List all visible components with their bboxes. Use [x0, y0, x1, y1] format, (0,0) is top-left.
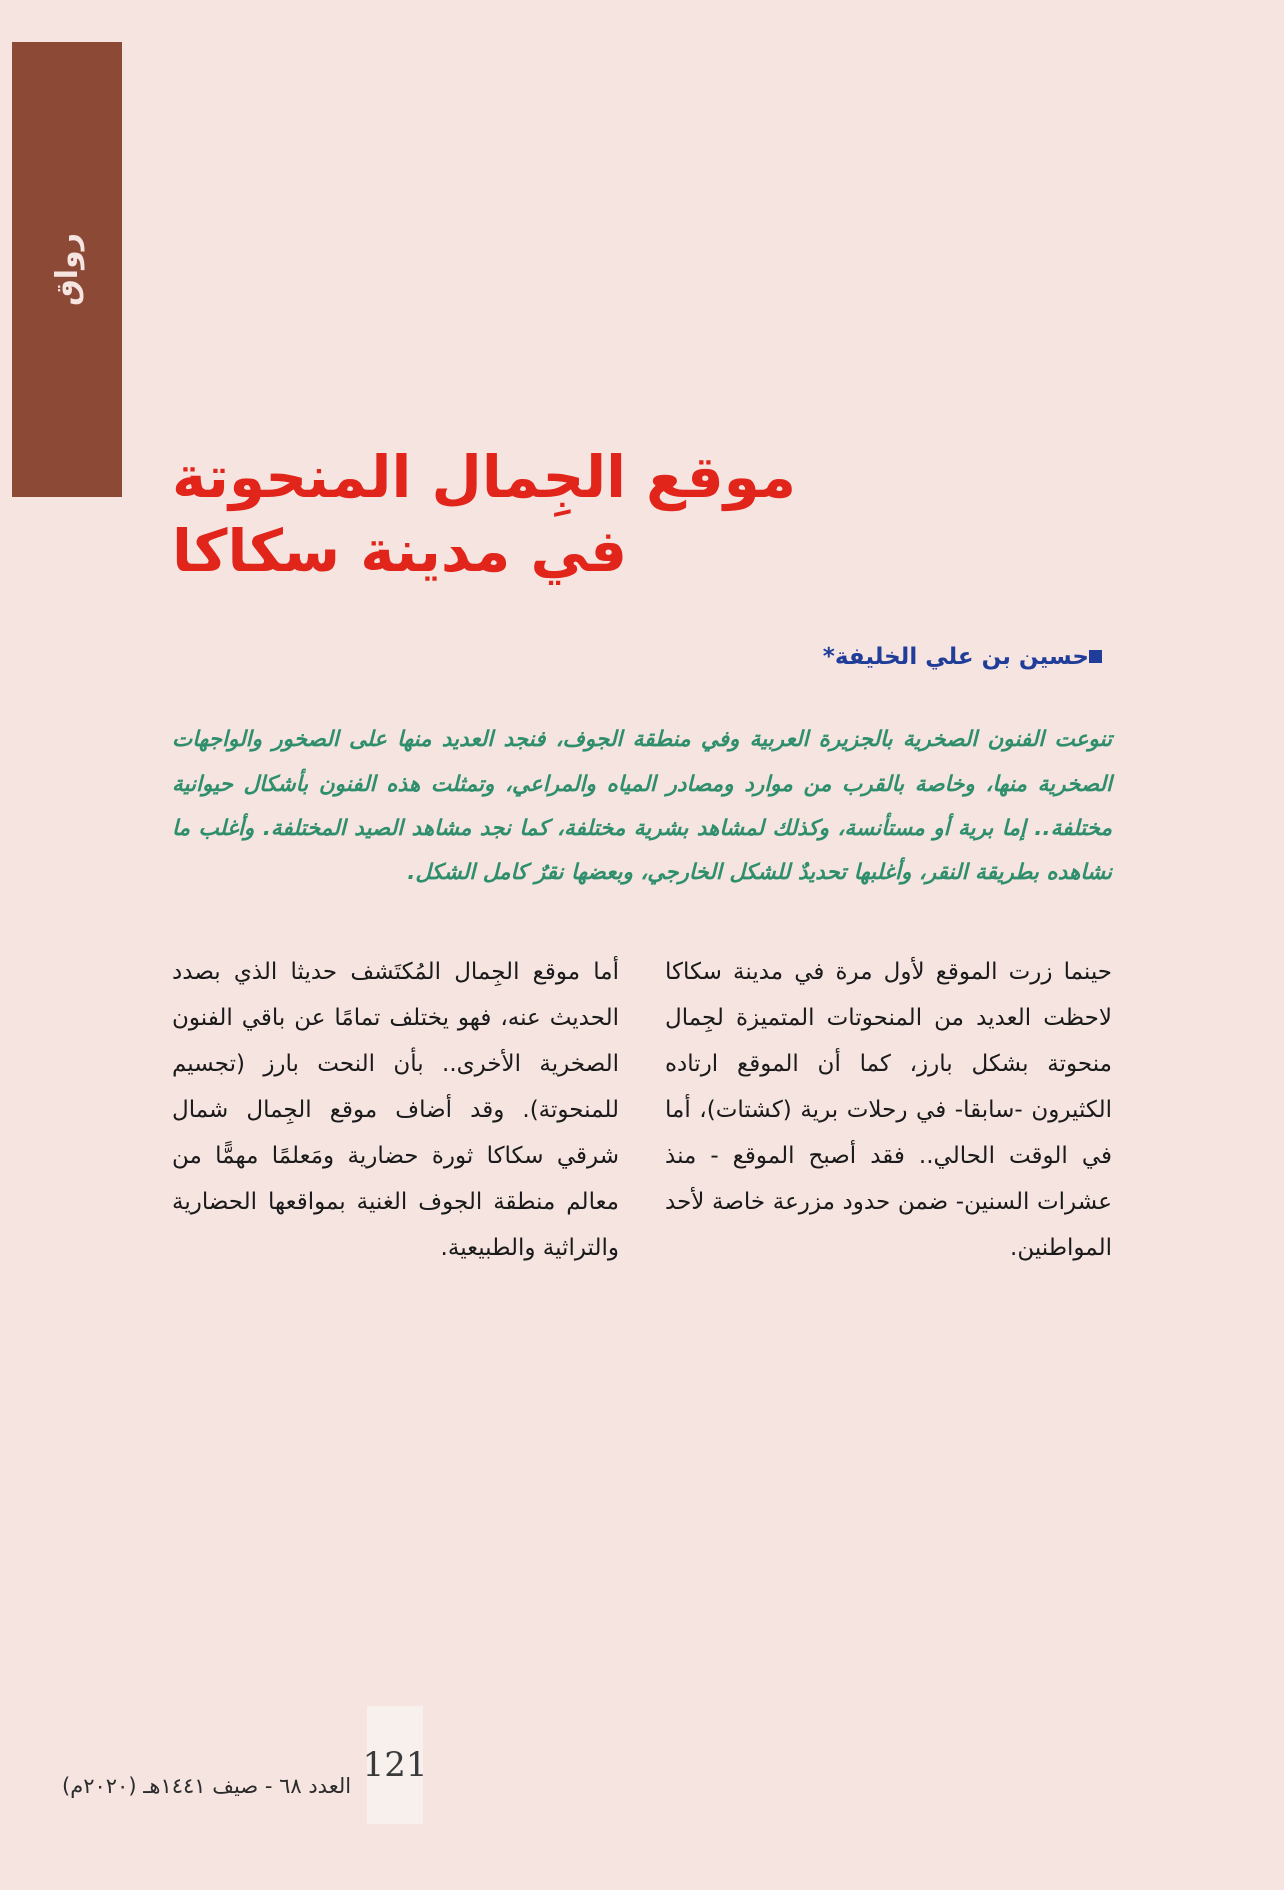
- section-tab: [12, 42, 122, 497]
- column-left-text: حينما زرت الموقع لأول مرة في مدينة سكاكا لاحظت العديد من المنحوتات المتميزة لجِمال منحوتة بشكل بارز، كما أن الموقع ارتاده الكثيرون -سابقا- في رحلات برية (كشتات)، أما في الوقت الحالي.. فقد أصبح الموقع - منذ عشرات السنين- ضمن حدود مزرعة خاصة لأحد المواطنين.: [665, 958, 1112, 1261]
- column-right-text: أما موقع الجِمال المُكتَشف حديثا الذي بصدد الحديث عنه، فهو يختلف تمامًا عن باقي الفنون الصخرية الأخرى.. بأن النحت بارز (تجسيم للمنحوتة). وقد أضاف موقع الجِمال شمال شرقي سكاكا ثورة حضارية ومَعلمًا مهمًّا من معالم منطقة الجوف الغنية بمواقعها الحضارية والتراثية والطبيعية.: [172, 958, 619, 1261]
- page-title: [172, 440, 1112, 588]
- column-left: [665, 949, 1112, 1271]
- author-name: حسين بن علي الخليفة*: [822, 644, 1089, 671]
- page-number-box: [362, 1706, 428, 1824]
- lead-paragraph: تنوعت الفنون الصخرية بالجزيرة العربية وفي منطقة الجوف، فنجد العديد منها على الصخور والواجهات الصخرية منها، وخاصة بالقرب من موارد ومصادر المياه والمراعي، وتمثلت هذه الفنون بأشكال حيوانية مختلفة.. إما برية أو مستأنسة، وكذلك لمشاهد بشرية مختلفة، كما نجد مشاهد الصيد المختلفة. وأغلب ما نشاهده بطريقة النقر، وأغلبها تحديدٌ للشكل الخارجي، وبعضها نقرٌ كامل الشكل.: [172, 727, 1112, 885]
- page-number: 121: [362, 1745, 428, 1785]
- issue-info: العدد ٦٨ - صيف ١٤٤١هـ (٢٠٢٠م): [62, 1774, 352, 1798]
- section-tab-label: رواق: [49, 232, 85, 307]
- title-line-2: في مدينة سكاكا: [172, 517, 628, 586]
- square-bullet-icon: [1089, 650, 1102, 663]
- article-body: [172, 440, 1112, 1271]
- title-line-1: موقع الجِمال المنحوتة: [172, 443, 797, 511]
- author-byline: [172, 644, 1112, 670]
- page-footer: [62, 1706, 428, 1824]
- column-right: [172, 949, 619, 1271]
- text-columns: [172, 949, 1112, 1271]
